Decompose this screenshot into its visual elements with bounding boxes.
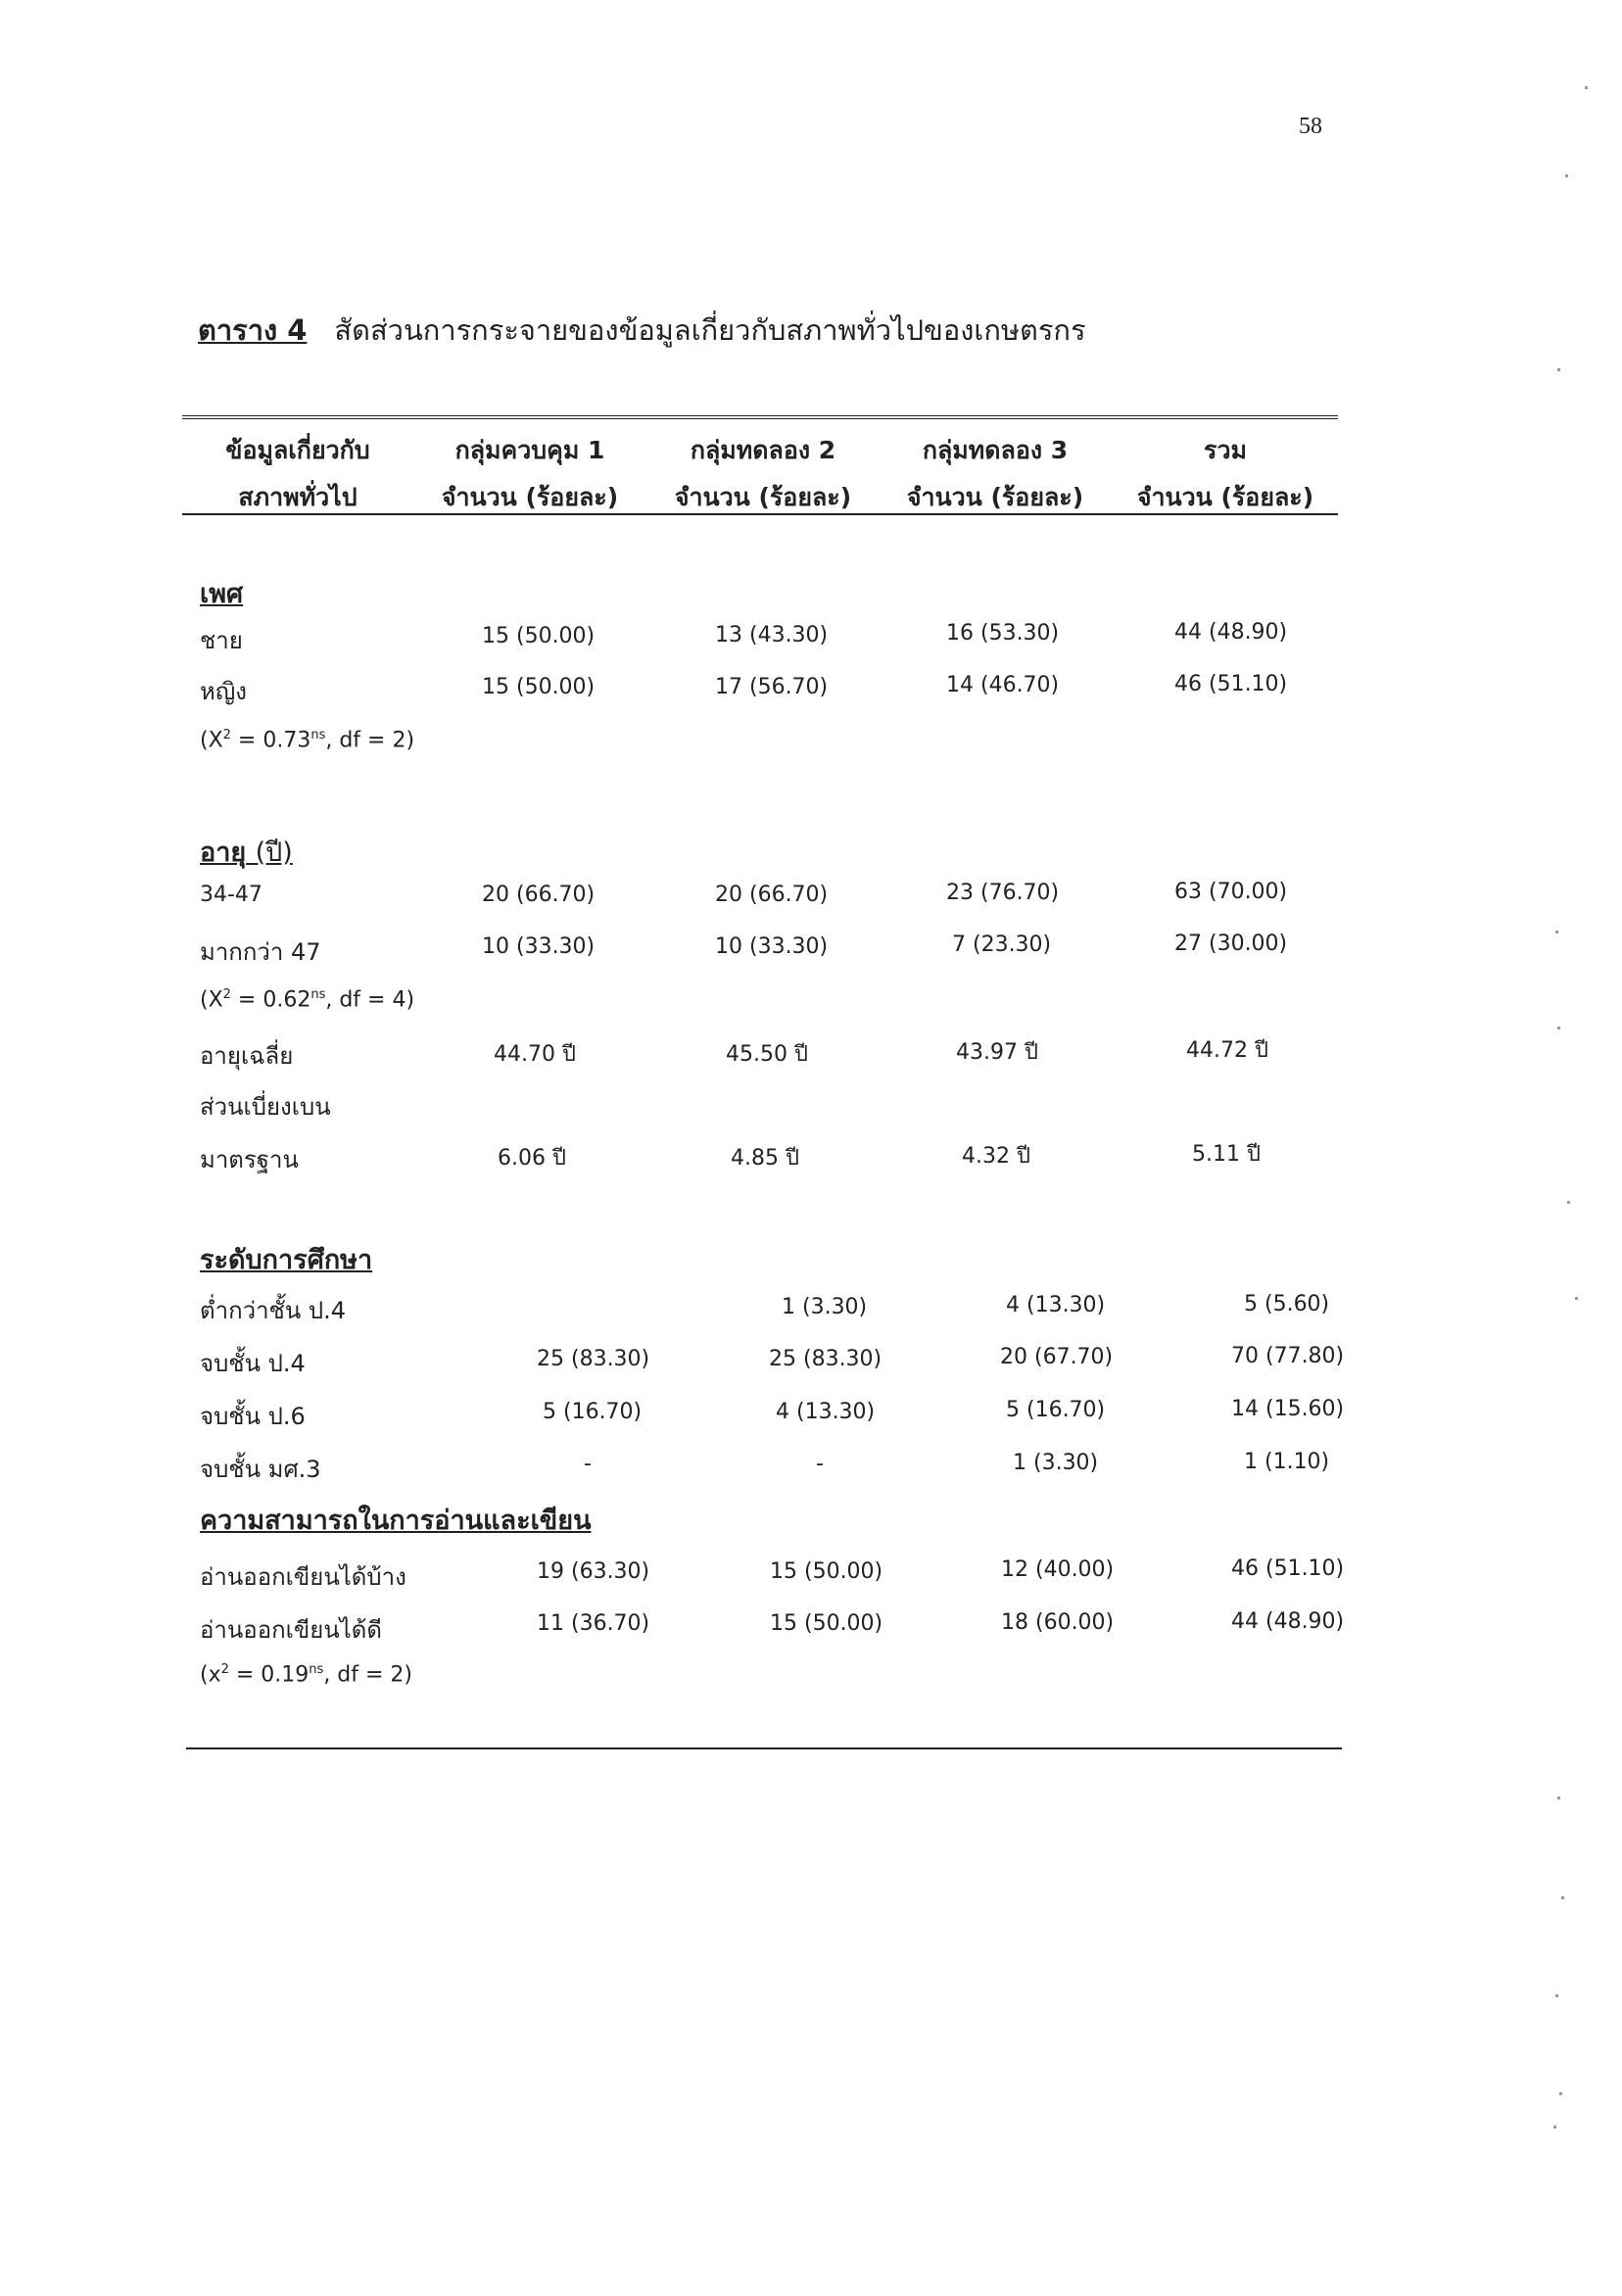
cell: 20 (67.70) bbox=[1000, 1345, 1114, 1369]
cell: 14 (15.60) bbox=[1231, 1397, 1345, 1421]
row-label: จบชั้น มศ.3 bbox=[200, 1456, 321, 1483]
scan-speck bbox=[1555, 1994, 1558, 1997]
cell: 20 (66.70) bbox=[715, 883, 829, 907]
cell: 23 (76.70) bbox=[946, 881, 1060, 905]
cell: 15 (50.00) bbox=[482, 675, 596, 699]
cell: 25 (83.30) bbox=[537, 1347, 650, 1371]
cell: 14 (46.70) bbox=[946, 673, 1060, 697]
cell: 46 (51.10) bbox=[1174, 672, 1288, 696]
cell: 10 (33.30) bbox=[715, 934, 829, 959]
cell: 19 (63.30) bbox=[537, 1559, 650, 1584]
cell: 63 (70.00) bbox=[1174, 880, 1288, 904]
chi-square-sex: ($X^2 = 0.73^{ns}$, df = 2) bbox=[200, 728, 415, 753]
section-title-sex: เพศ bbox=[200, 579, 244, 609]
section-title-age: อายุ (ปี) bbox=[200, 837, 293, 868]
cell: 1 (1.10) bbox=[1244, 1450, 1330, 1474]
cell: 5 (16.70) bbox=[1006, 1398, 1106, 1422]
row-label: ต่ำกว่าชั้น ป.4 bbox=[200, 1297, 347, 1324]
cell: 10 (33.30) bbox=[482, 934, 596, 959]
cell: 15 (50.00) bbox=[770, 1559, 883, 1584]
cell: 13 (43.30) bbox=[715, 623, 829, 647]
cell: 1 (3.30) bbox=[1013, 1451, 1099, 1475]
header-col-control: กลุ่มควบคุม 1 จำนวน (ร้อยละ) bbox=[441, 436, 619, 511]
section-title-education: ระดับการศึกษา bbox=[200, 1245, 373, 1275]
row-label: จบชั้น ป.6 bbox=[200, 1403, 306, 1430]
cell: 7 (23.30) bbox=[952, 933, 1052, 957]
chi-square-age: ($X^2 = 0.62^{ns}$, df = 4) bbox=[200, 987, 415, 1013]
scan-speck bbox=[1565, 174, 1568, 177]
row-label: มากกว่า 47 bbox=[200, 938, 321, 966]
scan-speck bbox=[1585, 86, 1588, 89]
header-rule bbox=[182, 513, 1338, 515]
scan-speck bbox=[1567, 1201, 1570, 1204]
cell: 6.06 ปี bbox=[498, 1146, 566, 1171]
cell: 46 (51.10) bbox=[1231, 1556, 1345, 1581]
cell: 15 (50.00) bbox=[770, 1611, 883, 1636]
header-col-info: ข้อมูลเกี่ยวกับ สภาพทั่วไป bbox=[225, 436, 370, 511]
scan-speck bbox=[1575, 1297, 1578, 1300]
scan-speck bbox=[1557, 1796, 1560, 1799]
cell: 70 (77.80) bbox=[1231, 1344, 1345, 1368]
scan-speck bbox=[1561, 1896, 1564, 1899]
scan-speck bbox=[1559, 2092, 1562, 2095]
bottom-rule bbox=[186, 1747, 1342, 1749]
cell: 44.70 ปี bbox=[494, 1042, 576, 1067]
cell: 4 (13.30) bbox=[1006, 1293, 1106, 1317]
cell: 4.85 ปี bbox=[731, 1146, 799, 1171]
cell: 44.72 ปี bbox=[1186, 1038, 1268, 1063]
cell: 4 (13.30) bbox=[776, 1400, 876, 1424]
section-title-literacy: ความสามารถในการอ่านและเขียน bbox=[200, 1506, 592, 1536]
scan-speck bbox=[1557, 368, 1560, 371]
cell: 18 (60.00) bbox=[1001, 1610, 1115, 1635]
cell: 25 (83.30) bbox=[769, 1347, 883, 1371]
cell: 5 (5.60) bbox=[1244, 1292, 1330, 1316]
header-col-total: รวม จำนวน (ร้อยละ) bbox=[1136, 436, 1314, 511]
table-caption bbox=[198, 308, 1086, 353]
cell: 44 (48.90) bbox=[1174, 620, 1288, 645]
cell: 16 (53.30) bbox=[946, 621, 1060, 646]
cell: 27 (30.00) bbox=[1174, 932, 1288, 956]
cell: 11 (36.70) bbox=[537, 1611, 650, 1636]
cell: 17 (56.70) bbox=[715, 675, 829, 699]
cell: 45.50 ปี bbox=[726, 1042, 808, 1067]
cell: 5 (16.70) bbox=[543, 1400, 643, 1424]
cell: - bbox=[816, 1452, 824, 1476]
caption-label: ตาราง 4 bbox=[198, 313, 308, 347]
cell: 5.11 ปี bbox=[1192, 1142, 1261, 1167]
row-label: หญิง bbox=[200, 678, 247, 705]
row-label: จบชั้น ป.4 bbox=[200, 1350, 306, 1377]
cell: 20 (66.70) bbox=[482, 883, 596, 907]
scan-speck bbox=[1555, 931, 1558, 933]
row-label: ชาย bbox=[200, 627, 243, 654]
cell: 1 (3.30) bbox=[782, 1295, 868, 1319]
top-rule bbox=[182, 415, 1338, 422]
header-col-exp3: กลุ่มทดลอง 3 จำนวน (ร้อยละ) bbox=[906, 436, 1084, 511]
page-number: 58 bbox=[1299, 114, 1322, 139]
chi-square-literacy: ($x^2 = 0.19^{ns}$, df = 2) bbox=[200, 1662, 413, 1688]
scan-speck bbox=[1557, 1027, 1560, 1029]
header-col-exp2: กลุ่มทดลอง 2 จำนวน (ร้อยละ) bbox=[674, 436, 852, 511]
cell: 12 (40.00) bbox=[1001, 1557, 1115, 1582]
row-label: 34-47 bbox=[200, 883, 262, 907]
row-label: อ่านออกเขียนได้ดี bbox=[200, 1616, 382, 1644]
sd-label-line1: ส่วนเบี่ยงเบน bbox=[200, 1093, 331, 1121]
cell: 4.32 ปี bbox=[962, 1144, 1030, 1169]
cell: 15 (50.00) bbox=[482, 624, 596, 648]
sd-label-line2: มาตรฐาน bbox=[200, 1146, 299, 1173]
mean-age-label: อายุเฉลี่ย bbox=[200, 1042, 294, 1070]
caption-text: สัดส่วนการกระจายของข้อมูลเกี่ยวกับสภาพทั่วไปของเกษตรกร bbox=[334, 313, 1086, 347]
scan-speck bbox=[1553, 2126, 1556, 2129]
row-label: อ่านออกเขียนได้บ้าง bbox=[200, 1563, 406, 1591]
cell: 44 (48.90) bbox=[1231, 1609, 1345, 1634]
cell: 43.97 ปี bbox=[956, 1040, 1038, 1065]
cell: - bbox=[584, 1452, 592, 1476]
